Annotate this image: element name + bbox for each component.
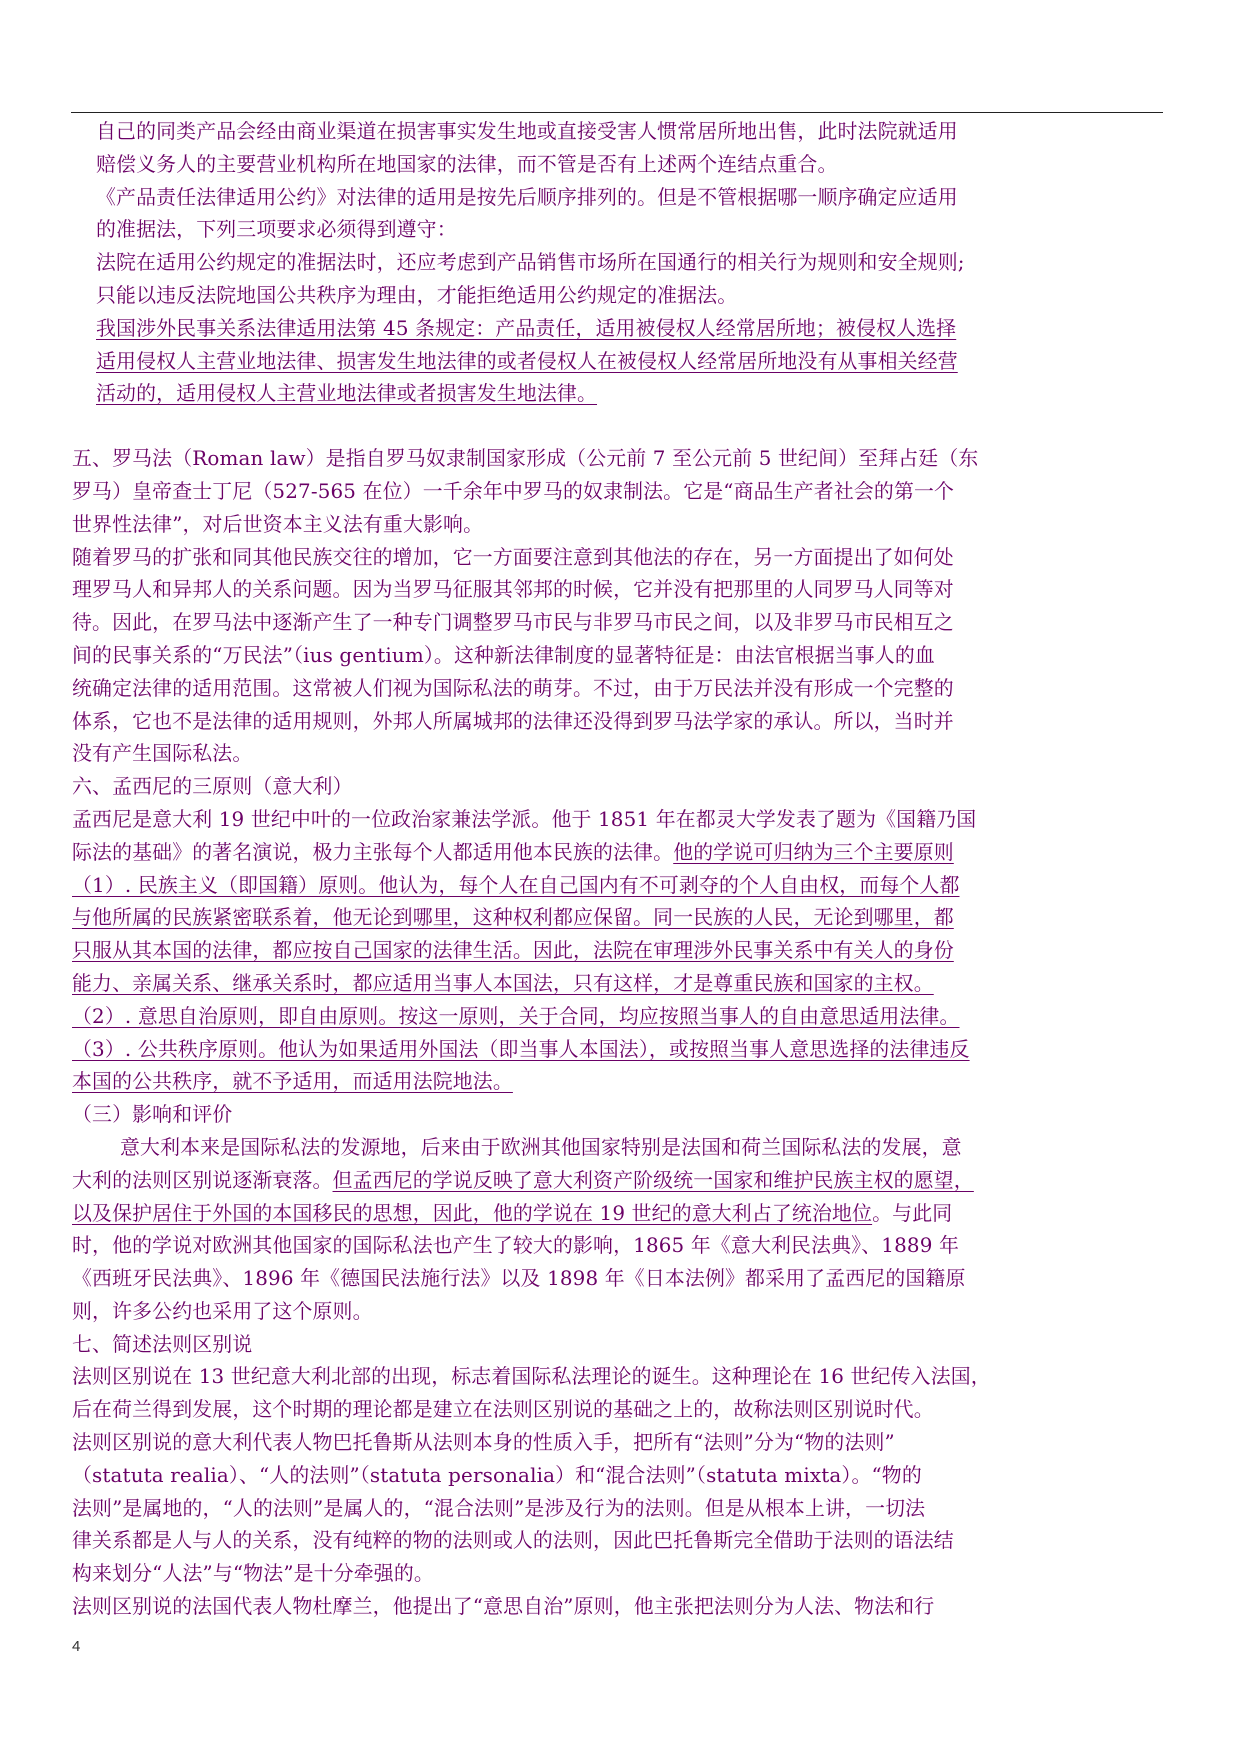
text-line: 孟西尼是意大利 19 世纪中叶的一位政治家兼法学派。他于 1851 年在都灵大学发表了题为《国籍乃国 [72, 807, 977, 831]
text-line: 体系，它也不是法律的适用规则，外邦人所属城邦的法律还没得到罗马法学家的承认。所以，当时并 [72, 709, 954, 733]
text-line: 法院在适用公约规定的准据法时，还应考虑到产品销售市场所在国通行的相关行为规则和安全规则; [96, 251, 965, 275]
text-line: 没有产生国际私法。 [72, 742, 253, 766]
underlined-line: 能力、亲属关系、继承关系时，都应适用当事人本国法，只有这样，才是尊重民族和国家的主权。 [72, 971, 934, 995]
text-line: 理罗马人和异邦人的关系问题。因为当罗马征服其邻邦的时候，它并没有把那里的人同罗马人同等对 [72, 578, 954, 602]
underlined-line: 本国的公共秩序，就不予适用，而适用法院地法。 [72, 1070, 513, 1094]
text-line: 律关系都是人与人的关系，没有纯粹的物的法则或人的法则，因此巴托鲁斯完全借助于法则的语法结 [72, 1529, 954, 1553]
text-line: 间的民事关系的“万民法”（ius gentium）。这种新法律制度的显著特征是：由法官根据当事人的血 [72, 643, 935, 667]
text-line: 法则区别说的意大利代表人物巴托鲁斯从法则本身的性质入手，把所有“法则”分为“物的法则” [72, 1431, 895, 1455]
text-line: 世界性法律”，对后世资本主义法有重大影响。 [72, 512, 484, 536]
underlined-line: 活动的，适用侵权人主营业地法律或者损害发生地法律。 [96, 382, 598, 406]
text-line: 只能以违反法院地国公共秩序为理由，才能拒绝适用公约规定的准据法。 [96, 283, 738, 307]
text-line: 法则区别说在 13 世纪意大利北部的出现，标志着国际私法理论的诞生。这种理论在 16 世纪传入法国， [72, 1365, 991, 1389]
mixed-line: 以及保护居住于外国的本国移民的思想，因此，他的学说在 19 世纪的意大利占了统治地位。与此同 [72, 1201, 953, 1225]
underlined-line: （3）. 公共秩序原则。他认为如果适用外国法（即当事人本国法），或按照当事人意思选择的法律违反 [72, 1037, 970, 1061]
text-line: 法则”是属地的，“人的法则”是属人的，“混合法则”是涉及行为的法则。但是从根本上讲，一切法 [72, 1496, 926, 1520]
mixed-line: 大利的法则区别说逐渐衰落。但孟西尼的学说反映了意大利资产阶级统一国家和维护民族主权的愿望， [72, 1168, 974, 1192]
text-line: 待。因此，在罗马法中逐渐产生了一种专门调整罗马市民与非罗马市民之间，以及非罗马市民相互之 [72, 611, 954, 635]
text-line: 自己的同类产品会经由商业渠道在损害事实发生地或直接受害人惯常居所地出售，此时法院就适用 [96, 120, 958, 143]
underlined-line: 适用侵权人主营业地法律、损害发生地法律的或者侵权人在被侵权人经常居所地没有从事相关经营 [96, 349, 958, 373]
underlined-line: 与他所属的民族紧密联系着，他无论到哪里，这种权利都应保留。同一民族的人民，无论到哪里，都 [72, 906, 954, 930]
text-line: 五、罗马法（Roman law）是指自罗马奴隶制国家形成（公元前 7 至公元前 5 世纪间）至拜占廷（东 [72, 447, 979, 471]
text-line: 统确定法律的适用范围。这常被人们视为国际私法的萌芽。不过，由于万民法并没有形成一个完整的 [72, 676, 954, 700]
text-line: 后在荷兰得到发展，这个时期的理论都是建立在法则区别说的基础之上的，故称法则区别说时代。 [72, 1398, 934, 1422]
underlined-line: 我国涉外民事关系法律适用法第 45 条规定：产品责任，适用被侵权人经常居所地；被侵权人选择 [96, 316, 957, 340]
text-line: （statuta realia）、“人的法则”（statuta personalia）和“混合法则”（statuta mixta）。“物的 [72, 1463, 922, 1487]
page-number: 4 [72, 1638, 81, 1655]
text-line: 随着罗马的扩张和同其他民族交往的增加，它一方面要注意到其他法的存在，另一方面提出了如何处 [72, 545, 954, 569]
text-line: 构来划分“人法”与“物法”是十分牵强的。 [72, 1562, 434, 1586]
text-line: 罗马）皇帝查士丁尼（527-565 在位）一千余年中罗马的奴隶制法。它是“商品生产者社会的第一个 [72, 479, 955, 503]
text-line: 法则区别说的法国代表人物杜摩兰，他提出了“意思自治”原则，他主张把法则分为人法、物法和行 [72, 1595, 935, 1619]
header-rule [71, 112, 1163, 113]
text-line: 《西班牙民法典》、1896 年《德国民法施行法》以及 1898 年《日本法例》都采用了孟西尼的国籍原 [72, 1267, 966, 1291]
text-line: 时，他的学说对欧洲其他国家的国际私法也产生了较大的影响，1865 年《意大利民法典》、1889 年 [72, 1234, 960, 1258]
underlined-line: （1）. 民族主义（即国籍）原则。他认为，每个人在自己国内有不可剥夺的个人自由权，而每个人都 [72, 873, 960, 897]
section-heading: （三）影响和评价 [72, 1103, 233, 1127]
text-line: 的准据法，下列三项要求必须得到遵守： [96, 218, 457, 242]
text-line: 赔偿义务人的主要营业机构所在地国家的法律，而不管是否有上述两个连结点重合。 [96, 152, 838, 176]
text-line: 则，许多公约也采用了这个原则。 [72, 1299, 373, 1323]
mixed-line: 际法的基础》的著名演说，极力主张每个人都适用他本民族的法律。他的学说可归纳为三个主要原则 [72, 840, 954, 864]
underlined-line: 只服从其本国的法律，都应按自己国家的法律生活。因此，法院在审理涉外民事关系中有关人的身份 [72, 939, 954, 963]
text-line: 意大利本来是国际私法的发源地，后来由于欧洲其他国家特别是法国和荷兰国际私法的发展，意 [120, 1135, 962, 1159]
document-body [72, 116, 1167, 1624]
underlined-line: （2）. 意思自治原则，即自由原则。按这一原则，关于合同，均应按照当事人的自由意思适用法律。 [72, 1004, 960, 1028]
section-heading: 七、简述法则区别说 [72, 1332, 253, 1356]
paragraph-gap [72, 411, 1167, 443]
text-line: 《产品责任法律适用公约》对法律的适用是按先后顺序排列的。但是不管根据哪一顺序确定应适用 [96, 185, 958, 209]
section-heading: 六、孟西尼的三原则（意大利） [72, 775, 353, 799]
